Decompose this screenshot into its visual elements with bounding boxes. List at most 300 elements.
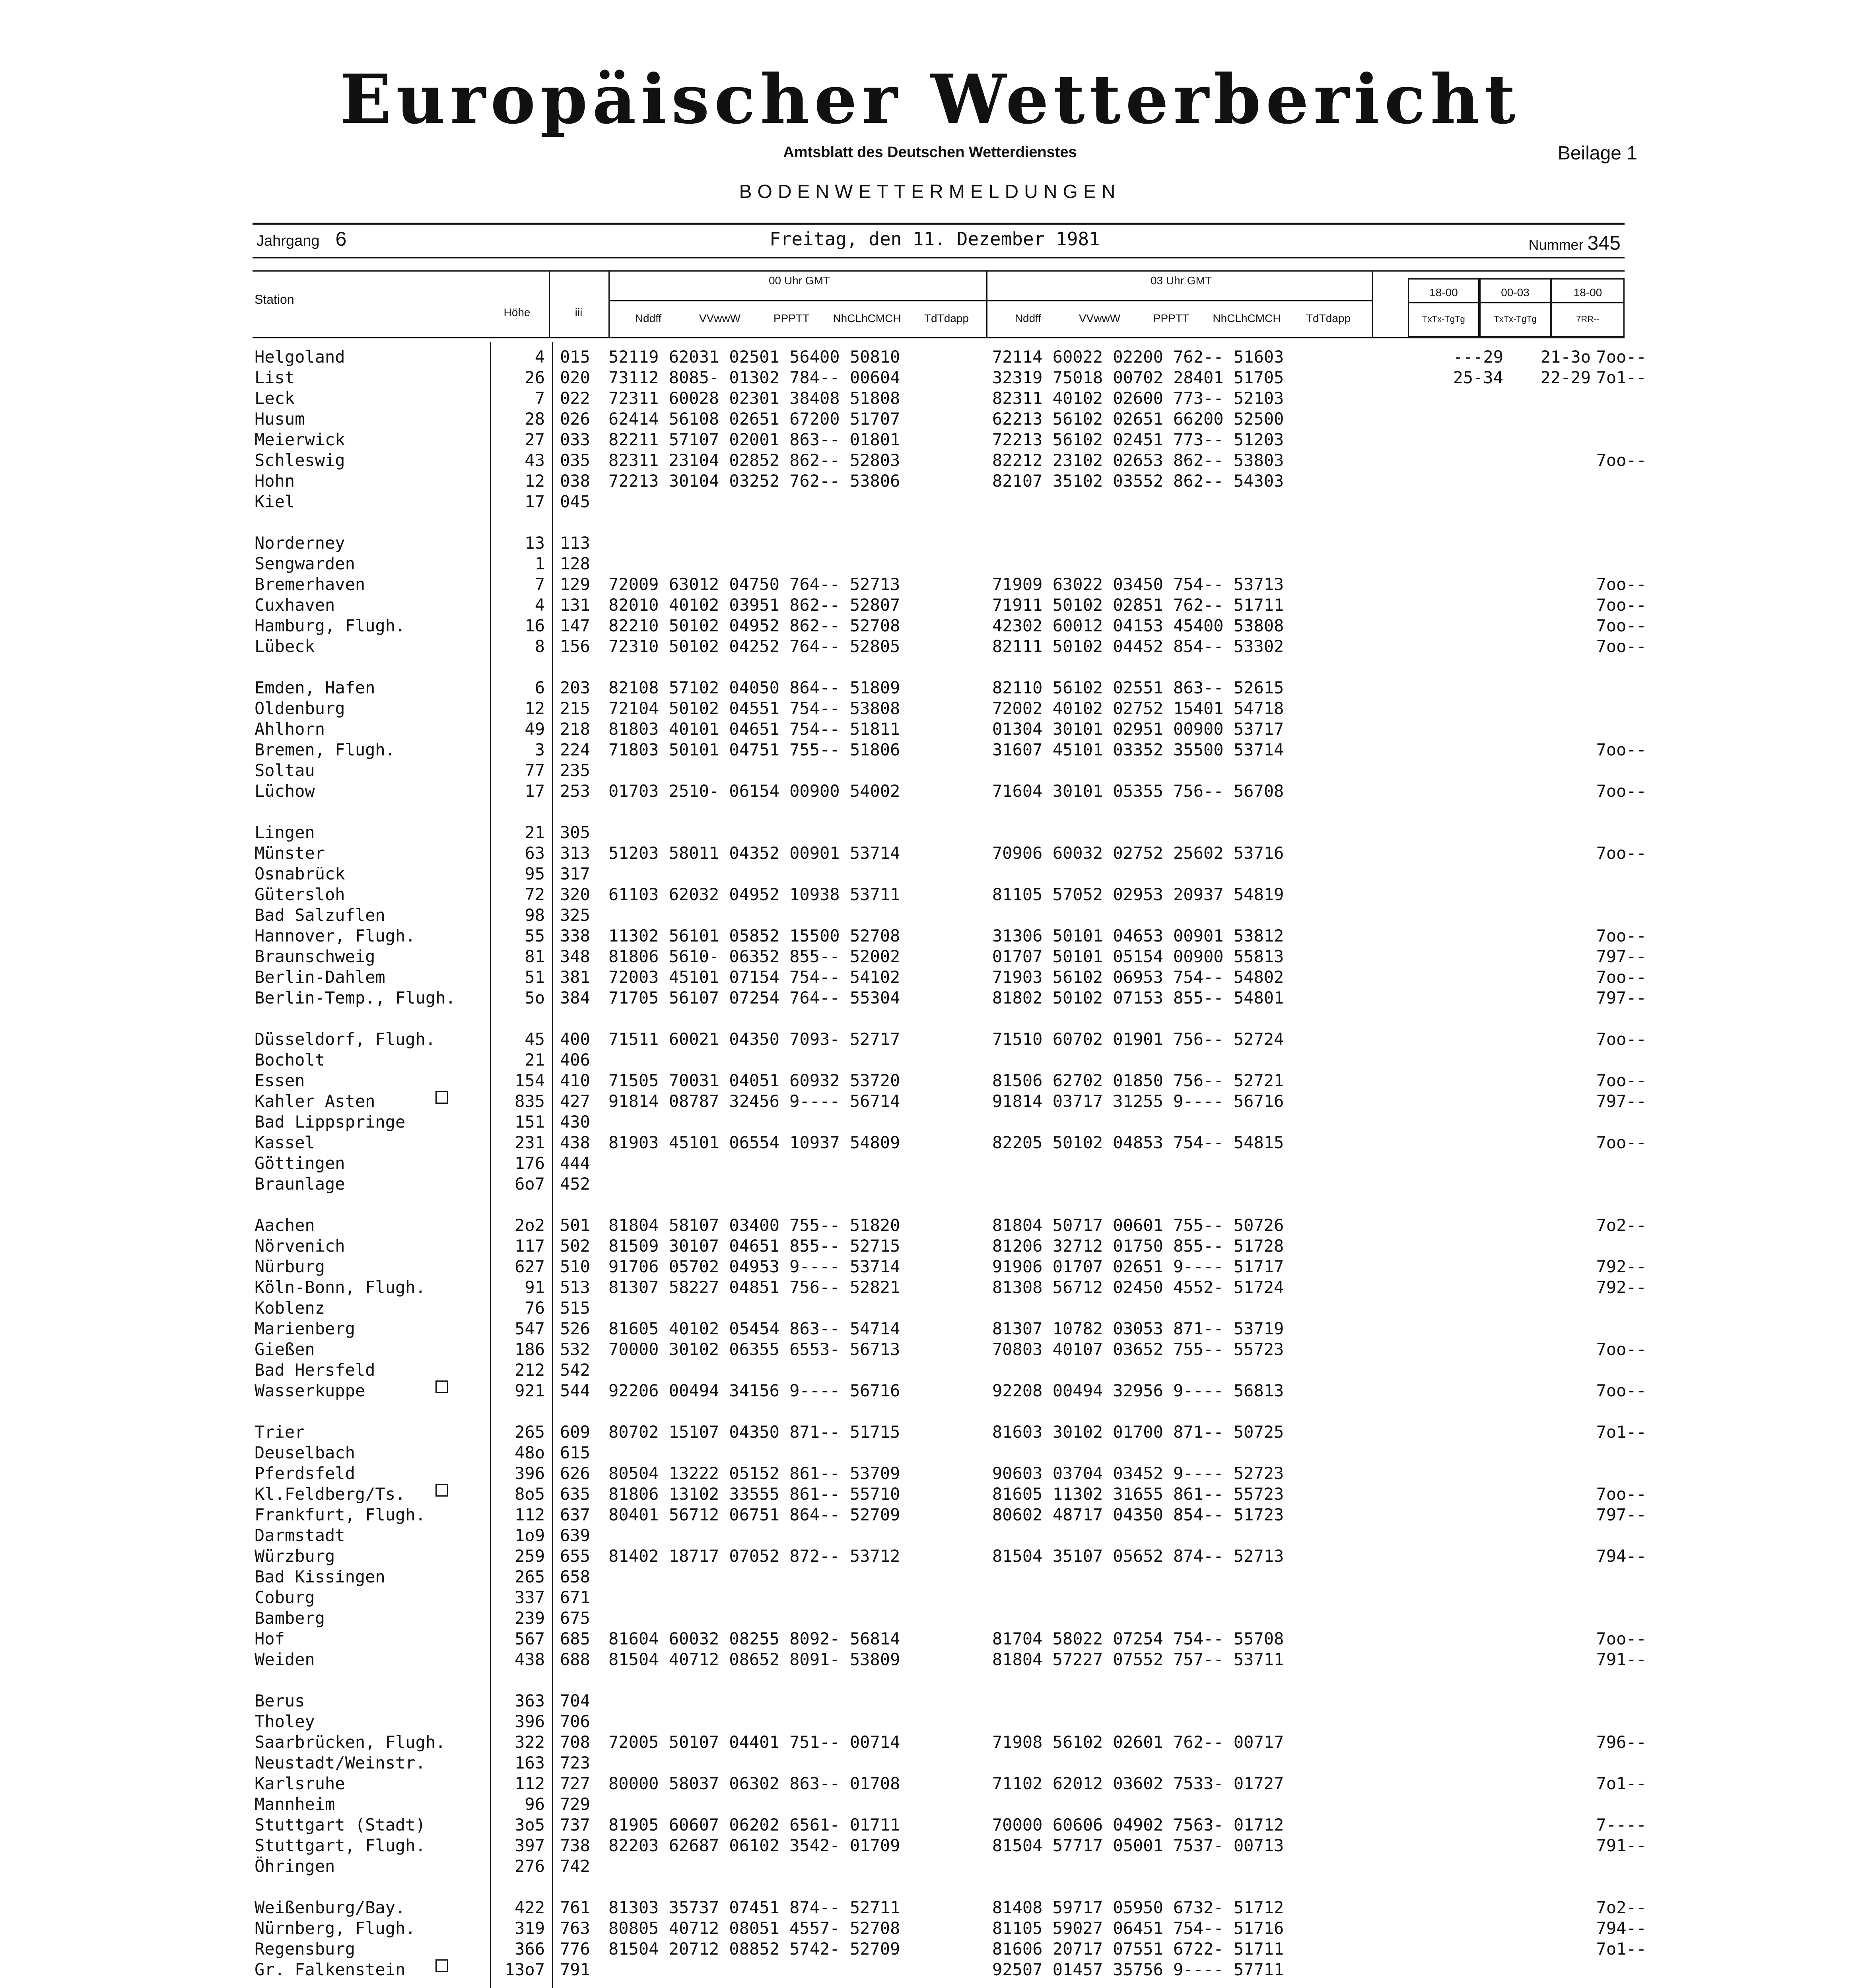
station-name: Saarbrücken, Flugh. (255, 1732, 446, 1752)
station-id: 427 (560, 1091, 590, 1111)
extra-3-value: 7oo-- (1596, 843, 1646, 863)
station-id-column-rule (552, 342, 553, 1988)
station-name: Bad Salzuflen (255, 905, 385, 925)
group-rule (986, 300, 1372, 301)
station-height: 319 (515, 1918, 545, 1938)
obs-00gmt: 62414 56108 02651 67200 51707 (608, 409, 900, 429)
obs-00gmt: 92206 00494 34156 9---- 56716 (608, 1381, 900, 1400)
sub-nddff: Nddff (635, 312, 662, 324)
extra-3-value: 7oo-- (1596, 781, 1646, 801)
obs-00gmt: 72311 60028 02301 38408 51808 (608, 388, 900, 408)
obs-03gmt: 62213 56102 02651 66200 52500 (992, 409, 1284, 429)
station-id: 317 (560, 864, 590, 883)
station-id: 215 (560, 699, 590, 718)
obs-03gmt: 81704 58022 07254 754-- 55708 (992, 1629, 1284, 1648)
station-id: 131 (560, 595, 590, 615)
extra-3-value: 792-- (1596, 1257, 1646, 1276)
extra-3-value: 796-- (1596, 1732, 1646, 1752)
station-height: 55 (525, 926, 545, 945)
obs-00gmt: 81307 58227 04851 756-- 52821 (608, 1277, 900, 1297)
obs-00gmt: 82108 57102 04050 864-- 51809 (608, 678, 900, 697)
extra-3-value: 7oo-- (1596, 1340, 1646, 1359)
obs-03gmt: 82107 35102 03552 862-- 54303 (992, 471, 1284, 491)
station-height: 17 (525, 492, 545, 511)
station-id: 637 (560, 1505, 590, 1524)
sub-divider (986, 270, 987, 337)
obs-03gmt: 81804 50717 00601 755-- 50726 (992, 1215, 1284, 1235)
page-title: Europäischer Wetterbericht (340, 60, 1520, 139)
station-height: 231 (515, 1133, 545, 1152)
station-id: 348 (560, 947, 590, 966)
station-height: 212 (515, 1360, 545, 1380)
extra-3-value: 7oo-- (1596, 595, 1646, 615)
station-height: 396 (515, 1464, 545, 1483)
extra-3-value: 7oo-- (1596, 575, 1646, 594)
station-height: 76 (525, 1298, 545, 1318)
station-height: 154 (515, 1071, 545, 1090)
station-height: 117 (515, 1236, 545, 1256)
station-name: Frankfurt, Flugh. (255, 1505, 426, 1524)
station-name: Köln-Bonn, Flugh. (255, 1277, 426, 1297)
station-id: 325 (560, 905, 590, 925)
station-name: Pferdsfeld (255, 1464, 355, 1483)
station-name: Koblenz (255, 1298, 325, 1318)
station-id: 742 (560, 1856, 590, 1876)
station-name: Göttingen (255, 1153, 345, 1173)
station-height: 13 (525, 533, 545, 553)
sub-clouds: NhCLhCMCH (833, 312, 901, 324)
station-height: 6 (534, 678, 545, 697)
station-height: 3 (534, 740, 545, 759)
obs-03gmt: 91906 01707 02651 9---- 51717 (992, 1257, 1284, 1276)
station-height: 835 (515, 1091, 545, 1111)
obs-03gmt: 71903 56102 06953 754-- 54802 (992, 967, 1284, 987)
obs-03gmt: 71911 50102 02851 762-- 51711 (992, 595, 1284, 615)
station-id: 626 (560, 1464, 590, 1483)
station-height: 2o2 (515, 1215, 545, 1235)
station-height: 45 (525, 1029, 545, 1049)
station-id: 320 (560, 885, 590, 904)
station-height: 265 (515, 1567, 545, 1586)
group-rule (608, 300, 986, 301)
station-id: 776 (560, 1939, 590, 1959)
obs-00gmt: 80702 15107 04350 871-- 51715 (608, 1422, 900, 1442)
obs-00gmt: 81604 60032 08255 8092- 56814 (608, 1629, 900, 1648)
station-name: Lübeck (255, 637, 315, 656)
station-name: Nörvenich (255, 1236, 345, 1256)
extra-3-value: 797-- (1596, 988, 1646, 1008)
extra-3-value: 7oo-- (1596, 967, 1646, 987)
station-name: Darmstadt (255, 1526, 345, 1545)
sub-tdtd: TdTdapp (924, 312, 969, 324)
station-id: 738 (560, 1836, 590, 1855)
station-id: 033 (560, 430, 590, 449)
station-name: Gütersloh (255, 885, 345, 904)
station-id: 381 (560, 967, 590, 987)
station-id: 609 (560, 1422, 590, 1442)
station-height: 567 (515, 1629, 545, 1648)
obs-00gmt: 82311 23104 02852 862-- 52803 (608, 450, 900, 470)
station-id: 305 (560, 823, 590, 842)
obs-03gmt: 81105 57052 02953 20937 54819 (992, 885, 1284, 904)
extra-3-value: 7---- (1596, 1815, 1646, 1835)
station-height: 239 (515, 1608, 545, 1628)
obs-00gmt: 81504 40712 08652 8091- 53809 (608, 1650, 900, 1669)
station-name: Lüchow (255, 781, 315, 801)
station-height: 3o5 (515, 1815, 545, 1835)
station-height: 72 (525, 885, 545, 904)
station-id: 444 (560, 1153, 590, 1173)
extra-3-value: 791-- (1596, 1836, 1646, 1855)
station-name: Würzburg (255, 1546, 335, 1566)
station-id: 026 (560, 409, 590, 429)
obs-00gmt: 71505 70031 04051 60932 53720 (608, 1071, 900, 1090)
station-height: 12 (525, 699, 545, 718)
station-name: Soltau (255, 761, 315, 780)
obs-03gmt: 81603 30102 01700 871-- 50725 (992, 1422, 1284, 1442)
open-square-icon (435, 1091, 448, 1104)
obs-03gmt: 81408 59717 05950 6732- 51712 (992, 1898, 1284, 1917)
station-height: 337 (515, 1588, 545, 1607)
station-id: 020 (560, 368, 590, 387)
jahrgang (257, 227, 346, 250)
section-title: BODENWETTERMELDUNGEN (739, 181, 1121, 202)
station-id: 022 (560, 388, 590, 408)
station-name: Oldenburg (255, 699, 345, 718)
station-name: Weißenburg/Bay. (255, 1898, 406, 1917)
station-id: 430 (560, 1112, 590, 1132)
obs-00gmt: 80000 58037 06302 863-- 01708 (608, 1774, 900, 1793)
station-height: 366 (515, 1939, 545, 1959)
extra-2-top: 00-03 (1501, 286, 1530, 299)
station-height: 4 (534, 347, 545, 367)
obs-03gmt: 81105 59027 06451 754-- 51716 (992, 1918, 1284, 1938)
station-id: 253 (560, 781, 590, 801)
obs-03gmt: 71510 60702 01901 756-- 52724 (992, 1029, 1284, 1049)
extra-3-value: 7oo-- (1596, 740, 1646, 759)
station-id: 639 (560, 1526, 590, 1545)
station-name: Karlsruhe (255, 1774, 345, 1793)
obs-00gmt: 81806 5610- 06352 855-- 52002 (608, 947, 900, 966)
station-id: 729 (560, 1794, 590, 1814)
extra-3-value: 7oo-- (1596, 616, 1646, 635)
page-subtitle: Amtsblatt des Deutschen Wetterdienstes (783, 144, 1077, 161)
station-id: 410 (560, 1071, 590, 1090)
station-name: Bocholt (255, 1050, 325, 1070)
obs-03gmt: 81504 35107 05652 874-- 52713 (992, 1546, 1284, 1566)
extra-3-value: 792-- (1596, 1277, 1646, 1297)
station-height: 28 (525, 409, 545, 429)
obs-00gmt: 81905 60607 06202 6561- 01711 (608, 1815, 900, 1835)
station-id: 203 (560, 678, 590, 697)
obs-03gmt: 81307 10782 03053 871-- 53719 (992, 1319, 1284, 1338)
station-name: Cuxhaven (255, 595, 335, 615)
station-name: Emden, Hafen (255, 678, 375, 697)
station-height: 7 (534, 388, 545, 408)
station-name: Weiden (255, 1650, 315, 1669)
station-height: 276 (515, 1856, 545, 1876)
extra-3-value: 7o2-- (1596, 1215, 1646, 1235)
obs-03gmt: 70000 60606 04902 7563- 01712 (992, 1815, 1284, 1835)
obs-03gmt: 90603 03704 03452 9---- 52723 (992, 1464, 1284, 1483)
station-name: Braunlage (255, 1174, 345, 1194)
station-height: 98 (525, 905, 545, 925)
obs-00gmt: 71511 60021 04350 7093- 52717 (608, 1029, 900, 1049)
obs-03gmt: 82311 40102 02600 773-- 52103 (992, 388, 1284, 408)
station-name: Nürnberg, Flugh. (255, 1918, 416, 1938)
col-03gmt: 03 Uhr GMT (1150, 274, 1212, 287)
station-height: 186 (515, 1340, 545, 1359)
station-id: 761 (560, 1898, 590, 1917)
obs-00gmt: 81303 35737 07451 874-- 52711 (608, 1898, 900, 1917)
station-height: 49 (525, 719, 545, 739)
station-id: 685 (560, 1629, 590, 1648)
sub-vvwww: VVwwW (699, 312, 741, 324)
station-height: 921 (515, 1381, 545, 1400)
obs-03gmt: 01707 50101 05154 00900 55813 (992, 947, 1284, 966)
station-height: 1o9 (515, 1526, 545, 1545)
extra-2-value: 22-29 (1540, 368, 1591, 387)
obs-00gmt: 72104 50102 04551 754-- 53808 (608, 699, 900, 718)
station-id: 038 (560, 471, 590, 491)
station-height: 21 (525, 823, 545, 842)
station-name: Münster (255, 843, 325, 863)
station-height: 16 (525, 616, 545, 635)
station-name: Hof (255, 1629, 285, 1648)
station-height: 4 (534, 595, 545, 615)
obs-03gmt: 80602 48717 04350 854-- 51723 (992, 1505, 1284, 1524)
extra-3-value: 7oo-- (1596, 1071, 1646, 1090)
extra-1-value: ---29 (1453, 347, 1503, 367)
station-name: Düsseldorf, Flugh. (255, 1029, 436, 1049)
station-id: 791 (560, 1960, 590, 1979)
issue-info-bar (253, 223, 1625, 258)
obs-03gmt: 92208 00494 32956 9---- 56813 (992, 1381, 1284, 1400)
obs-00gmt: 81903 45101 06554 10937 54809 (608, 1133, 900, 1152)
station-id: 113 (560, 533, 590, 553)
station-id: 156 (560, 637, 590, 656)
obs-03gmt: 81506 62702 01850 756-- 52721 (992, 1071, 1284, 1090)
station-id: 658 (560, 1567, 590, 1586)
extra-3-value: 7o1-- (1596, 1939, 1646, 1959)
station-height: 112 (515, 1774, 545, 1793)
beilage-label: Beilage 1 (1557, 143, 1637, 164)
issue-date: Freitag, den 11. Dezember 1981 (770, 228, 1100, 250)
extra-3-value: 7oo-- (1596, 1484, 1646, 1504)
station-name: Lingen (255, 823, 315, 842)
station-height: 627 (515, 1257, 545, 1276)
obs-00gmt: 61103 62032 04952 10938 53711 (608, 885, 900, 904)
open-square-icon (435, 1959, 448, 1972)
station-id: 400 (560, 1029, 590, 1049)
obs-03gmt: 82110 56102 02551 863-- 52615 (992, 678, 1284, 697)
station-height: 26 (525, 368, 545, 387)
station-name: Braunschweig (255, 947, 375, 966)
station-height: 7 (534, 575, 545, 594)
station-name: Bremerhaven (255, 575, 365, 594)
station-name: Leck (255, 388, 295, 408)
station-name: List (255, 368, 295, 387)
col-station: Station (255, 292, 294, 307)
open-square-icon (435, 1484, 448, 1497)
obs-00gmt: 82211 57107 02001 863-- 01801 (608, 430, 900, 449)
obs-00gmt: 72009 63012 04750 764-- 52713 (608, 575, 900, 594)
station-name: Nürburg (255, 1257, 325, 1276)
obs-00gmt: 82010 40102 03951 862-- 52807 (608, 595, 900, 615)
station-id: 708 (560, 1732, 590, 1752)
station-name: Kassel (255, 1133, 315, 1152)
extra-3-value: 7o2-- (1596, 1898, 1646, 1917)
station-name: Mannheim (255, 1794, 335, 1814)
station-name: Bamberg (255, 1608, 325, 1628)
station-id: 706 (560, 1712, 590, 1731)
col-iii: iii (575, 306, 583, 318)
station-name: Aachen (255, 1215, 315, 1235)
extra-3-value: 7oo-- (1596, 450, 1646, 470)
obs-03gmt: 71908 56102 02601 762-- 00717 (992, 1732, 1284, 1752)
obs-03gmt: 82111 50102 04452 854-- 53302 (992, 637, 1284, 656)
extra-3-value: 7oo-- (1596, 926, 1646, 945)
station-id: 218 (560, 719, 590, 739)
extra-3-value: 7o1-- (1596, 1774, 1646, 1793)
station-height: 63 (525, 843, 545, 863)
station-height: 12 (525, 471, 545, 491)
station-name: Sengwarden (255, 554, 355, 573)
station-id: 224 (560, 740, 590, 759)
station-name: Gießen (255, 1340, 315, 1359)
obs-00gmt: 91814 08787 32456 9---- 56714 (608, 1091, 900, 1111)
extra-3-value: 7oo-- (1596, 637, 1646, 656)
station-height: 163 (515, 1753, 545, 1773)
obs-00gmt: 73112 8085- 01302 784-- 00604 (608, 368, 900, 387)
obs-00gmt: 81804 58107 03400 755-- 51820 (608, 1215, 900, 1235)
sub-nddff: Nddff (1015, 312, 1042, 324)
station-height: 396 (515, 1712, 545, 1731)
station-id: 510 (560, 1257, 590, 1276)
station-height: 1 (534, 554, 545, 573)
station-id: 035 (560, 450, 590, 470)
station-name: Kahler Asten (255, 1091, 375, 1111)
station-name: Ahlhorn (255, 719, 325, 739)
station-id: 147 (560, 616, 590, 635)
station-height: 259 (515, 1546, 545, 1566)
station-height: 8o5 (515, 1484, 545, 1504)
obs-00gmt: 51203 58011 04352 00901 53714 (608, 843, 900, 863)
station-name: Bremen, Flugh. (255, 740, 396, 759)
obs-00gmt: 52119 62031 02501 56400 50810 (608, 347, 900, 367)
obs-00gmt: 81806 13102 33555 861-- 55710 (608, 1484, 900, 1504)
obs-03gmt: 81504 57717 05001 7537- 00713 (992, 1836, 1284, 1855)
obs-03gmt: 82212 23102 02653 862-- 53803 (992, 450, 1284, 470)
station-id: 688 (560, 1650, 590, 1669)
obs-03gmt: 71102 62012 03602 7533- 01727 (992, 1774, 1284, 1793)
nummer-value: 345 (1587, 232, 1621, 254)
obs-00gmt: 91706 05702 04953 9---- 53714 (608, 1257, 900, 1276)
station-name: Gr. Falkenstein (255, 1960, 406, 1979)
extra-rule (1408, 302, 1625, 303)
station-height: 151 (515, 1112, 545, 1132)
station-id: 406 (560, 1050, 590, 1070)
open-square-icon (435, 1380, 448, 1393)
station-name: Hamburg, Flugh. (255, 616, 406, 635)
obs-00gmt: 71803 50101 04751 755-- 51806 (608, 740, 900, 759)
station-name: Schleswig (255, 450, 345, 470)
station-name: Hannover, Flugh. (255, 926, 416, 945)
obs-00gmt: 72003 45101 07154 754-- 54102 (608, 967, 900, 987)
obs-00gmt: 81803 40101 04651 754-- 51811 (608, 719, 900, 739)
station-id: 635 (560, 1484, 590, 1504)
station-name: Marienberg (255, 1319, 355, 1338)
obs-03gmt: 31306 50101 04653 00901 53812 (992, 926, 1284, 945)
obs-00gmt: 81605 40102 05454 863-- 54714 (608, 1319, 900, 1338)
station-name: Stuttgart (Stadt) (255, 1815, 426, 1835)
obs-03gmt: 72213 56102 02451 773-- 51203 (992, 430, 1284, 449)
col-divider (549, 270, 550, 337)
extra-3-value: 797-- (1596, 1091, 1646, 1111)
station-height: 43 (525, 450, 545, 470)
obs-03gmt: 82205 50102 04853 754-- 54815 (992, 1133, 1284, 1152)
station-id: 675 (560, 1608, 590, 1628)
header-bottom-rule (253, 337, 1625, 338)
station-height: 176 (515, 1153, 545, 1173)
obs-03gmt: 81606 20717 07551 6722- 51711 (992, 1939, 1284, 1959)
station-height: 265 (515, 1422, 545, 1442)
station-id: 526 (560, 1319, 590, 1338)
obs-00gmt: 80401 56712 06751 864-- 52709 (608, 1505, 900, 1524)
obs-03gmt: 71909 63022 03450 754-- 53713 (992, 575, 1284, 594)
station-height: 91 (525, 1277, 545, 1297)
station-height: 48o (515, 1443, 545, 1462)
station-height: 77 (525, 761, 545, 780)
col-divider (608, 270, 610, 337)
station-id: 338 (560, 926, 590, 945)
station-name: Berlin-Dahlem (255, 967, 385, 987)
station-name: Kl.Feldberg/Ts. (255, 1484, 406, 1504)
station-name: Husum (255, 409, 305, 429)
station-id: 129 (560, 575, 590, 594)
station-id: 452 (560, 1174, 590, 1194)
station-height: 13o7 (504, 1960, 545, 1979)
sub-ppptt: PPPTT (773, 312, 810, 324)
station-name: Kiel (255, 492, 295, 511)
obs-00gmt: 70000 30102 06355 6553- 56713 (608, 1340, 900, 1359)
station-height: 422 (515, 1898, 545, 1917)
station-id: 384 (560, 988, 590, 1008)
station-height: 322 (515, 1732, 545, 1752)
station-name: Wasserkuppe (255, 1381, 365, 1400)
station-name: Norderney (255, 533, 345, 553)
header-top-rule (253, 270, 1625, 272)
station-name: Trier (255, 1422, 305, 1442)
col-00gmt: 00 Uhr GMT (768, 274, 830, 287)
extra-2-bot: TxTx-TgTg (1494, 314, 1537, 324)
station-name: Stuttgart, Flugh. (255, 1836, 426, 1855)
station-height: 95 (525, 864, 545, 883)
extra-1-top: 18-00 (1429, 286, 1458, 299)
nummer-label: Nummer (1528, 237, 1584, 253)
obs-03gmt: 72002 40102 02752 15401 54718 (992, 699, 1284, 718)
extra-1-bot: TxTx-TgTg (1422, 314, 1465, 324)
obs-00gmt: 71705 56107 07254 764-- 55304 (608, 988, 900, 1008)
extra-3-value: 794-- (1596, 1546, 1646, 1566)
station-name: Öhringen (255, 1856, 335, 1876)
obs-03gmt: 01304 30101 02951 00900 53717 (992, 719, 1284, 739)
station-id: 502 (560, 1236, 590, 1256)
station-name: Bad Kissingen (255, 1567, 385, 1586)
station-name: Tholey (255, 1712, 315, 1731)
station-name: Bad Lippspringe (255, 1112, 406, 1132)
station-height: 397 (515, 1836, 545, 1855)
